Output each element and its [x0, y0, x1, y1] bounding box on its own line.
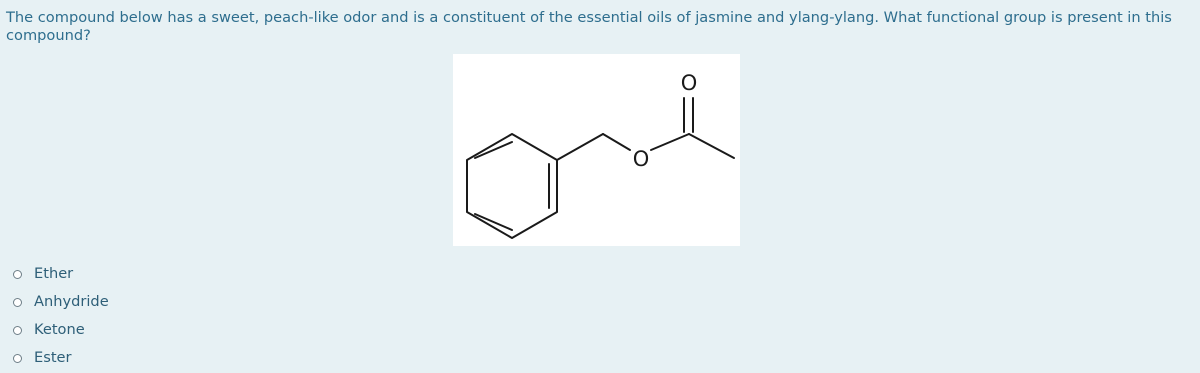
- radio-button[interactable]: [13, 270, 22, 279]
- option-anhydride[interactable]: [12, 288, 109, 316]
- radio-button[interactable]: [13, 298, 22, 307]
- bond-carbonyl-methyl: [689, 134, 734, 158]
- ester-oxygen-label: O: [632, 147, 650, 171]
- radio-button[interactable]: [13, 354, 22, 363]
- option-label: Ether: [34, 265, 74, 282]
- carbonyl-oxygen-label: O: [680, 71, 698, 95]
- bond-ring-ch2: [557, 134, 603, 160]
- question-text: The compound below has a sweet, peach-like odor and is a constituent of the essential oils of jasmine and ylang-ylang. What functional group is present in this compound?: [6, 9, 1172, 44]
- radio-button[interactable]: [13, 326, 22, 335]
- option-ester[interactable]: [12, 344, 109, 372]
- option-label: Ester: [34, 349, 72, 366]
- answer-options: [12, 260, 109, 372]
- benzene-ring: [467, 134, 557, 238]
- bond-oxygen-carbonyl: [651, 134, 689, 150]
- option-ether[interactable]: [12, 260, 109, 288]
- benzyl-acetate-structure: [453, 54, 740, 246]
- bond-ch2-oxygen: [603, 134, 630, 150]
- chemical-structure-image: [453, 54, 740, 246]
- option-label: Ketone: [34, 321, 85, 338]
- option-ketone[interactable]: [12, 316, 109, 344]
- option-label: Anhydride: [34, 293, 109, 310]
